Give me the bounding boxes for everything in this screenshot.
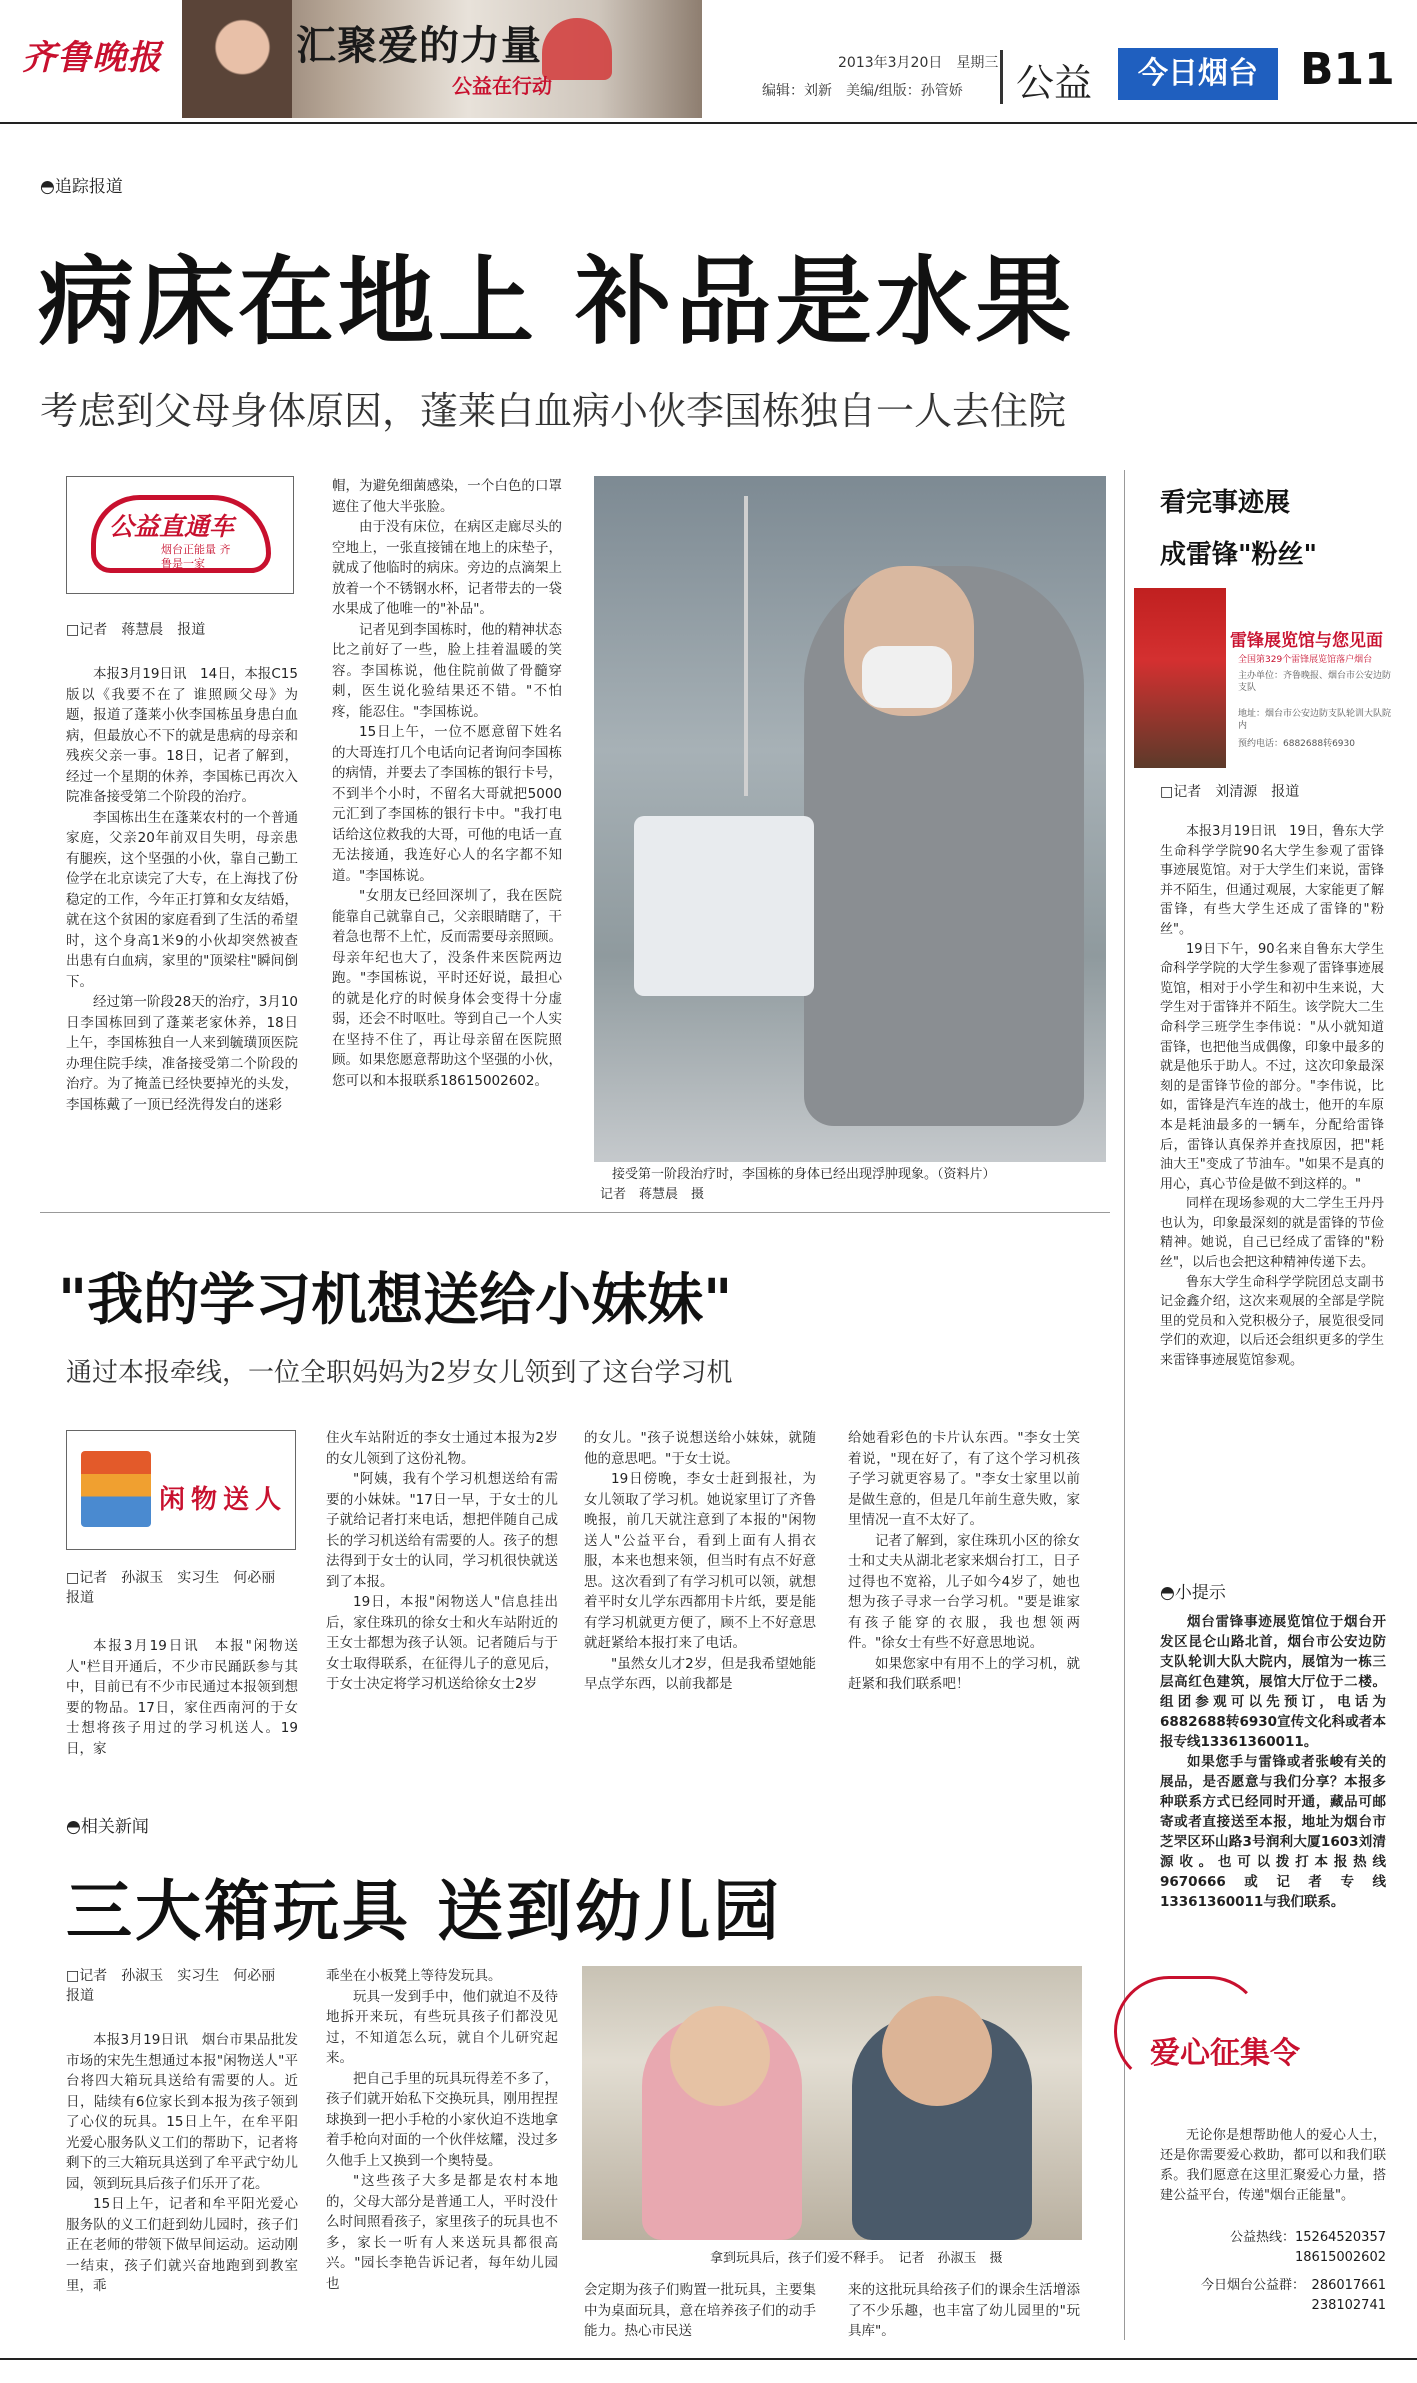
logo-text: 公益直通车 — [109, 512, 235, 541]
section-name: 公益 — [1016, 61, 1093, 105]
article-1-byline: □记者 蒋慧晨 报道 — [66, 622, 206, 638]
poster-phone: 预约电话：6882688转6930 — [1238, 739, 1355, 749]
article-1-col-1: 本报3月19日讯 14日，本报C15版以《我要不在了 谁照顾父母》为题，报道了蓬莱小伙李国栋虽身患白血病，但最放心不下的就是患病的母亲和残疾父亲一事。18日，记者了解到，经过一个星期的休养，李国栋已再次入院准备接受第二个阶段的治疗。 李国栋出生在蓬莱农村的一个普通家庭，父亲20年前双目失明，母亲患有腿疾，这个坚强的小伙，靠自己勤工俭学在北京读完了大专，在上海找了份稳定的工作，今年正打算和女友结婚，就在这个贫困的家庭看到了生活的希望时，这个身高1米9的小伙却突然被查出患有白血病，家里的"顶梁柱"瞬间倒下。 经过第一阶段28天的治疗，3月10日李国栋回到了蓬莱老家休养，18日上午，李国栋独自一人来到毓璜顶医院办理住院手续，准备接受第二个阶段的治疗。为了掩盖已经快要掉光的头发，李国栋戴了一顶已经洗得发白的迷彩 — [66, 666, 298, 1113]
sidebar-body: 本报3月19日讯 19日，鲁东大学生命科学学院90名大学生参观了雷锋事迹展览馆。对于大学生们来说，雷锋并不陌生，但通过观展，大家能更了解雷锋，有些大学生还成了雷锋的"粉丝"。 19日下午，90名来自鲁东大学生命科学学院的大学生参观了雷锋事迹展览馆，相对于小学生和初中生来说，大学生对于雷锋并不陌生。该学院大二生命科学三班学生李伟说："从小就知道雷锋，也把他当成偶像，印象中最多的就是他乐于助人。不过，这次印象最深刻的是雷锋节俭的部分。"李伟说，比如，雷锋是汽车连的战士，他开的车原本是耗油最多的一辆车，分配给雷锋后，雷锋认真保养并查找原因，把"耗油大王"变成了节油车。"如果不是真的用心，真心节俭是做不到这样的。" 同样在现场参观的大二学生王丹丹也认为，印象最深刻的就是雷锋的节俭精神。她说，自己已经成了雷锋的"粉丝"，以后也会把这种精神传递下去。 鲁东大学生命科学学院团总支副书记金鑫介绍，这次来观展的全部是学院里的党员和入党积极分子，展览很受同学们的欢迎，以后还会组织更多的学生来雷锋事迹展览馆参观。 — [1160, 824, 1384, 1369]
sidebar-headline-1: 看完事迹展 — [1160, 488, 1291, 518]
tip-body: 烟台雷锋事迹展览馆位于烟台开发区昆仑山路北首，烟台市公安边防支队轮训大队大院内，展馆为一栋三层高红色建筑，展馆大厅位于二楼。组团参观可以先预订，电话为6882688转6930宣传文化科或者本报专线13361360011。 如果您手与雷锋或者张峻有关的展品，是否愿意与我们分享？本报多种联系方式已经同时开通，藏品可邮寄或者直接送至本报，地址为烟台市芝罘区环山路3号润利大厦1603刘清源收。也可以拨打本报热线9670666或记者专线13361360011与我们联系。 — [1160, 1614, 1386, 1910]
charity-express-logo — [66, 476, 294, 594]
books-icon — [81, 1451, 151, 1527]
child-right-head — [882, 1996, 992, 2106]
love-appeal-hotline: 公益热线：15264520357 18615002602 — [1230, 2230, 1400, 2265]
heart-hands-graphic — [542, 18, 612, 80]
article-2-headline: "我的学习机想送给小妹妹" — [58, 1268, 733, 1333]
article-2-col-3: 的女儿。"孩子说想送给小妹妹，就随他的意思吧。"于女士说。 19日傍晚，李女士赶到报社，为女儿领取了学习机。她说家里订了齐鲁晚报，前几天就注意到了本报的"闲物送人"公益平台，看到上面有人捐衣服，本来也想来领，但当时有点不好意思。这次看到了有学习机可以领，就想着平时女儿学东西都用卡片纸，要是能有学习机就更方便了，顾不上不好意思就赶紧给本报打来了电话。 "虽然女儿才2岁，但是我希望她能早点学东西，以前我都是 — [584, 1430, 816, 1692]
hospital-photo — [594, 476, 1106, 1162]
iv-stand — [744, 496, 748, 796]
article-1-col-2: 帽，为避免细菌感染，一个白色的口罩遮住了他大半张脸。 由于没有床位，在病区走廊尽头的空地上，一张直接铺在地上的床垫子，就成了他临时的病床。旁边的点滴架上放着一个不锈钢水杯，记者带去的一袋水果成了他唯一的"补品"。 记者见到李国栋时，他的精神状态比之前好了一些，脸上挂着温暖的笑容。李国栋说，他住院前做了骨髓穿刺，医生说化验结果还不错。"不怕疼，能忍住。"李国栋说。 15日上午，一位不愿意留下姓名的大哥连打几个电话向记者询问李国栋的病情，并要去了李国栋的银行卡号，不到半个小时，不留名大哥就把5000元汇到了李国栋的银行卡中。"我打电话给这位救我的大哥，可他的电话一直无法接通，我连好心人的名字都不知道。"李国栋说。 "女朋友已经回深圳了，我在医院能靠自己就靠自己，父亲眼睛瞎了，干着急也帮不上忙，反而需要母亲照顾。母亲年纪也大了，没条件来医院两边跑。"李国栋说，平时还好说，最担心的就是化疗的时候身体会变得十分虚弱，还会不时呕吐。等到自己一个人实在坚持不住了，再让母亲留在医院照顾。如果您愿意帮助这个坚强的小伙，您可以和本报联系18615002602。 — [332, 478, 562, 1089]
article-2-col-4: 给她看彩色的卡片认东西。"李女士笑着说，"现在好了，有了这个学习机孩子学习就更容易了。"李女士家里以前是做生意的，但是几年前生意失败，家里情况一直不太好了。 记者了解到，家住珠玑小区的徐女士和丈夫从湖北老家来烟台打工，日子过得也不宽裕，儿子如今4岁了，她也想为孩子寻求一台学习机。"要是谁家有孩子能穿的衣服，我也想领两件。"徐女士有些不好意思地说。 如果您家中有用不上的学习机，就赶紧和我们联系吧！ — [848, 1430, 1080, 1692]
page-number: B11 — [1300, 44, 1395, 95]
banner-title: 汇聚爱的力量 — [296, 23, 542, 69]
article-3-col-1: 本报3月19日讯 烟台市果品批发市场的宋先生想通过本报"闲物送人"平台将四大箱玩具送给有需要的人。近日，陆续有6位家长到本报为孩子领到了心仪的玩具。15日上午，在牟平阳光爱心服务队义工们的帮助下，记者将剩下的三大箱玩具送到了牟平武宁幼儿园，领到玩具后孩子们乐开了花。 15日上午，记者和牟平阳光爱心服务队的义工们赶到幼儿园时，孩子们正在老师的带领下做早间运动。运动刚一结束，孩子们就兴奋地跑到到教室里，乖 — [66, 2032, 298, 2294]
article-3-col-3: 会定期为孩子们购置一批玩具，主要集中为桌面玩具，意在培养孩子们的动手能力。热心市民送 — [584, 2282, 816, 2339]
kids-toys-photo — [582, 1966, 1082, 2240]
article-2-subhead: 通过本报牵线，一位全职妈妈为2岁女儿领到了这台学习机 — [66, 1358, 733, 1388]
masthead-rule — [0, 122, 1417, 124]
love-appeal-groups: 今日烟台公益群： 286017661 238102741 — [1201, 2278, 1400, 2313]
free-items-logo-text: 闲物送人 — [159, 1485, 288, 1515]
love-appeal-body: 无论你是想帮助他人的爱心人士，还是你需要爱心救助，都可以和我们联系。我们愿意在这里汇聚爱心力量，搭建公益平台，传递"烟台正能量"。 — [1160, 2128, 1386, 2203]
sidebar-byline: □记者 刘清源 报道 — [1160, 784, 1300, 800]
free-items-logo — [66, 1430, 296, 1550]
kids-photo-caption: 拿到玩具后，孩子们爱不释手。 记者 孙淑玉 摄 — [710, 2251, 1003, 2266]
article-1-subhead: 考虑到父母身体原因，蓬莱白血病小伙李国栋独自一人去住院 — [40, 389, 1067, 433]
poster-subtitle: 全国第329个雷锋展览馆落户烟台 — [1238, 655, 1373, 665]
tag-bullet-icon: ◓ — [66, 1817, 81, 1837]
love-appeal-box — [1114, 1976, 1404, 2336]
poster-address: 地址：烟台市公安边防支队轮训大队院内 — [1238, 709, 1392, 731]
poster-title: 雷锋展览馆与您见面 — [1230, 631, 1383, 651]
article-2-byline: □记者 孙淑玉 实习生 何必丽 报道 — [66, 1570, 290, 1606]
editors-line: 编辑：刘新 美编/组版：孙管娇 — [762, 83, 963, 99]
love-appeal-title: 爱心征集令 — [1150, 2036, 1300, 2071]
lei-feng-poster — [1134, 588, 1394, 768]
face-mask — [862, 646, 952, 708]
article-2-col-1: 本报3月19日讯 本报"闲物送人"栏目开通后，不少市民踊跃参与其中，目前已有不少市民通过本报领到想要的物品。17日，家住西南河的于女士想将孩子用过的学习机送人。19日，家 — [66, 1638, 298, 1757]
tip-label: ◓小提示 — [1160, 1583, 1226, 1603]
article-1-headline: 病床在地上 补品是水果 — [38, 246, 1076, 358]
tag-bullet-icon: ◓ — [40, 177, 55, 197]
banner-subtitle: 公益在行动 — [452, 74, 552, 98]
tip-bullet-icon: ◓ — [1160, 1583, 1175, 1603]
article-2-col-2: 住火车站附近的李女士通过本报为2岁的女儿领到了这份礼物。 "阿姨，我有个学习机想送给有需要的小妹妹。"17日一早，于女士的儿子就给记者打来电话，想把伴随自己成长的学习机送给有需要的人。孩子的想法得到于女士的认同，学习机很快就送到了本报。 19日，本报"闲物送人"信息挂出后，家住珠玑的徐女士和火车站附近的王女士都想为孩子认领。记者随后与于女士取得联系，在征得儿子的意见后，于女士决定将学习机送给徐女士2岁 — [326, 1430, 558, 1692]
masthead-divider — [1000, 50, 1003, 104]
article-3-col-2: 乖坐在小板凳上等待发玩具。 玩具一发到手中，他们就迫不及待地拆开来玩，有些玩具孩子们都没见过，不知道怎么玩，就自个儿研究起来。 把自己手里的玩具玩得差不多了，孩子们就开始私下交换玩具，刚用捏捏球换到一把小手枪的小家伙迫不迭地拿着手枪向对面的一个伙伴炫耀，没过多久他手上又换到一个奥特曼。 "这些孩子大多是都是农村本地的，父母大部分是普通工人，平时没什么时间照看孩子，家里孩子的玩具也不多，家长一听有人来送玩具都很高兴。"园长李艳告诉记者，每年幼儿园也 — [326, 1968, 558, 2292]
lei-feng-portrait — [1134, 588, 1226, 768]
masthead — [0, 0, 1417, 125]
sidebar-headline-2: 成雷锋"粉丝" — [1160, 540, 1318, 570]
article-2-top-rule — [40, 1212, 1110, 1213]
hospital-photo-credit: 记者 蒋慧晨 摄 — [600, 1187, 705, 1202]
logo-subtext: 烟台正能量 齐鲁是一家 — [161, 543, 231, 570]
article-3-headline: 三大箱玩具 送到幼儿园 — [66, 1873, 782, 1950]
article-1-tag: ◓追踪报道 — [40, 177, 123, 197]
poster-organizers: 主办单位：齐鲁晚报、烟台市公安边防支队 — [1238, 671, 1392, 693]
article-3-tag: ◓相关新闻 — [66, 1817, 149, 1837]
bed-patient — [634, 816, 814, 996]
hospital-photo-caption: 接受第一阶段治疗时，李国栋的身体已经出现浮肿现象。（资料片） — [612, 1167, 996, 1182]
bottom-rule — [0, 2358, 1417, 2360]
issue-date: 2013年3月20日 星期三 — [838, 55, 999, 71]
child-left-head — [670, 2006, 770, 2106]
edition-badge: 今日烟台 — [1118, 48, 1278, 100]
article-3-col-4: 来的这批玩具给孩子们的课余生活增添了不少乐趣，也丰富了幼儿园里的"玩具库"。 — [848, 2282, 1080, 2339]
child-face-graphic — [182, 0, 292, 118]
paper-name: 齐鲁晚报 — [22, 38, 162, 78]
article-3-byline: □记者 孙淑玉 实习生 何必丽 报道 — [66, 1968, 290, 2004]
